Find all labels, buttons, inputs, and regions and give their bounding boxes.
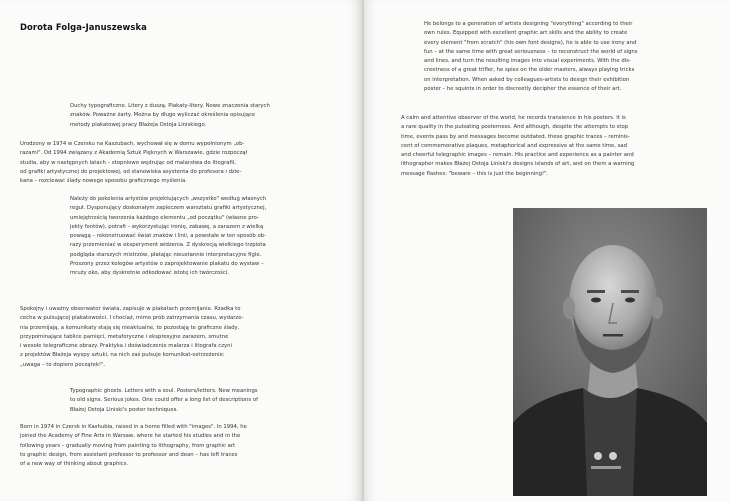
text-line: umiejętnością tworzenia każdego elementu „od początku" (własne pro- [70,214,259,221]
en-bio-paragraph [20,423,247,469]
text-line: nia przemijają, a komunikaty stają się nieaktualne, to pozostają te graficzne ślady, [20,324,240,331]
text-line: fun – at the same time with great seriousness – to reconstruct the world of signs [424,48,638,55]
text-line: metody plakatowej pracy Błażeja Ostoja Liniskiego. [70,121,207,128]
text-line: kana – rozciewać ślady nowego sposobu graficznego myślenia. [20,178,187,184]
text-line: od grafiki artystycznej do projektowej, od stanowiska asystenta do profesora i dzie- [20,168,242,175]
en-generation-paragraph [424,20,638,94]
text-line: i wesołe telegraficzne obrazy. Praktyka i doświadczenie malarza i litografa czyni [20,343,232,349]
text-line: joined the Academy of Fine Arts in Warsaw, where he started his studies and in the [20,433,241,440]
text-line: of a new way of thinking about graphics. [20,461,129,467]
pl-intro-paragraph [70,102,270,130]
text-line: message flashes: "beware – this is just the beginning!". [401,170,549,177]
text-line: Urodzony w 1974 w Czersku na Kaszubach, wychował się w domu wypełnionym „ob- [20,141,245,147]
text-line: and lines, and turn the resulting images into visual experiments. With the dis- [424,58,631,64]
text-line: jekty fontów), potrafi – wykorzystując ironię, zabawę, a zarazem z wielką [70,223,264,230]
text-line: mruży oko, aby dyskretnie odkodować istotę ich twórczości. [70,270,229,276]
text-line: on interpretation. When asked by colleagues-artists to design their exhibition [424,76,630,83]
text-line: Spokojny i uważny obserwator świata, zapisuje w plakatach przemijanie. Rzadka to [20,306,241,312]
text-line: Typographic ghosts. Letters with a soul. Posters/letters. New meanings [70,388,258,394]
text-line: time, events pass by and messages become outdated, these graphic traces – reminis- [401,133,630,140]
text-line: cent of commemorative plaques, metaphorical and expressive at the same time, sad [401,142,628,149]
text-line: Born in 1974 in Czersk in Kashubia, raised in a home filled with "images". In 1994, he [20,424,247,430]
text-line: a rare quality in the pulsating posterness. And although, despite the attempts to stop [401,124,629,131]
text-line: razami". Od 1994 związany z Akademią Sztuk Pięknych w Warszawie, gdzie rozpoczął [20,150,248,157]
pl-observer-paragraph [20,305,243,370]
text-line: Błażej Ostoja Liniski's poster techniques. [70,406,179,413]
artist-portrait-photo [513,208,707,496]
text-line: Należy do pokolenia artystów projektujących „wszystko" według własnych [70,196,267,202]
text-line: lithographer makes Błażej Ostoja Liniski's designs islands of art, and on them a warning [401,161,635,168]
text-line: podgląda starszych mistrzów, płatając nieustannie interpretacyjne figle. [70,251,262,258]
left-page [0,0,362,501]
text-line: every element "from scratch" (his own font designs), he is able to use irony and [424,39,637,46]
text-line: razy przemieniać w eksperyment widzenia. Z dyskrecją wielkiego trzpiota [70,242,266,249]
text-line: creetness of a great trifler, he spies on the older masters, always playing tricks [424,67,635,74]
text-line: Proszony przez kolegów artystów o zaprojektowanie plakatu do wystaw – [70,260,264,267]
en-intro-paragraph [70,387,258,415]
author-name: Dorota Folga-Januszewska [20,22,147,32]
text-line: studia, aby w następnych latach – stopniowo wędrując od malarstwa do litografii, [20,159,236,166]
text-line: Duchy typograficzne. Litery z duszą. Plakaty-litery. Nowe znaczenia starych [70,103,270,109]
text-line: z projektów Błażeja wyspy sztuki, na nich zaś pulsuje komunikat-ostrzeżenie: [20,352,225,359]
text-line: He belongs to a generation of artists designing "everything" according to their [424,21,633,27]
right-page [364,0,730,501]
text-line: przypominające tablice pamięci, metaforyczne i ekspresyjne zarazem, smutne [20,333,229,340]
text-line: powagą – rekonstruować świat znaków i linii, a powstałe w ten sposób ob- [70,233,266,239]
text-line: „uwaga – to dopiero początek!". [20,361,106,368]
pl-generation-paragraph [70,195,266,278]
text-line: znaków. Poważne żarty. Można by długo wyliczać określenia opisujące [70,112,256,119]
pl-bio-paragraph [20,140,247,186]
en-observer-paragraph [401,114,634,179]
text-line: reguł. Dysponujący doskonałym zapleczem warsztatu grafiki artystycznej, [70,205,267,212]
text-line: A calm and attentive observer of the world, he records transience in his posters. It is [401,115,626,121]
text-line: poster – he squints in order to discreetly decipher the essence of their art. [424,85,622,92]
text-line: following years – gradually moving from painting to lithography, from graphic art [20,442,236,449]
portrait-illustration [513,208,707,496]
text-line: cecha w pulsującej plakatowości. I chociaż, mimo prób zatrzymania czasu, wydarze- [20,315,244,322]
text-line: and cheerful telegraphic images – remain. His practice and experience as a painter and [401,152,634,158]
text-line: to graphic design, from assistant professor to professor and dean – has left traces [20,451,238,458]
text-line: to old signs. Serious jokes. One could offer a long list of descriptions of [70,397,258,404]
text-line: own rules. Equipped with excellent graphic art skills and the ability to create [424,30,628,37]
